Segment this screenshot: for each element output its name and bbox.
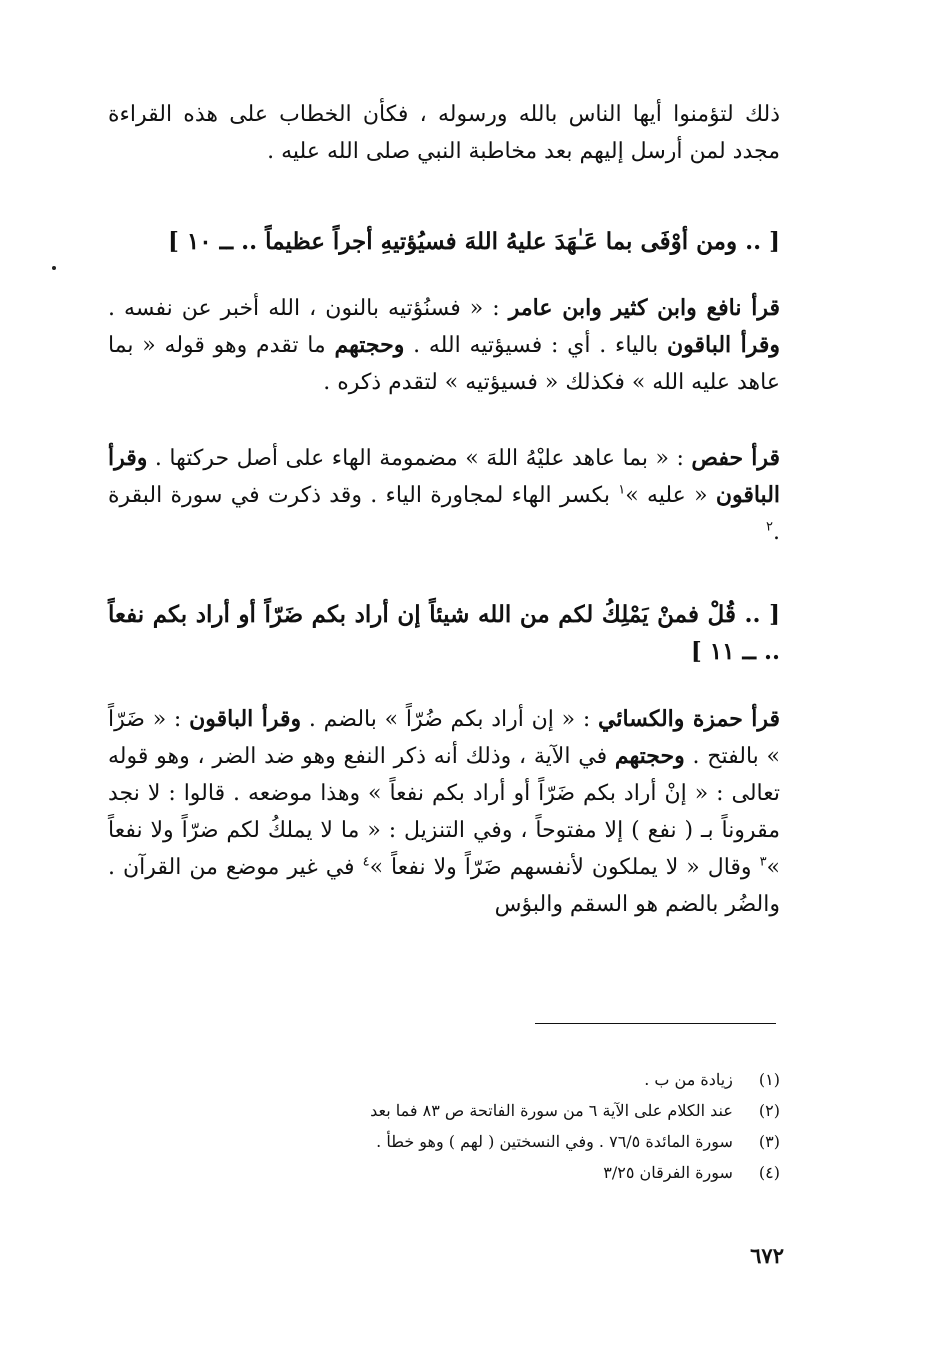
footnote-item — [250, 1126, 780, 1157]
footnote-divider — [535, 1023, 776, 1024]
reading-text: ما تقدم وهو قوله « بما عاهد عليه الله » فكذلك « فسيؤتيه » لتقدم ذكره . — [108, 333, 780, 395]
paragraph-reading-11 — [108, 701, 780, 923]
intro-text: ذلك لتؤمنوا أيها الناس بالله ورسوله ، فكأن الخطاب على هذه القراءة مجدد لمن أرسل إليهم بعد مخاطبة النبي صلى الله عليه . — [108, 102, 780, 164]
reading-text: وقال « لا يملكون لأنفسهم ضَرّاً ولا نفعاً » — [369, 855, 752, 880]
verse-10 — [108, 223, 780, 260]
reading-text: في غير موضع من القرآن . والضُر بالضم هو السقم والبؤس — [108, 855, 780, 917]
footnote-item — [250, 1064, 780, 1095]
reading-text: بكسر الهاء لمجاورة الياء . وقد ذكرت في سورة البقرة . — [108, 483, 780, 545]
verse-11 — [108, 596, 780, 670]
others-label: وقرأ الباقون — [666, 332, 780, 358]
footnote-ref[interactable]: ٤ — [362, 854, 370, 870]
footnote-number: (٣) — [758, 1132, 780, 1151]
paragraph-intro — [108, 96, 780, 170]
paragraph-hafs — [108, 440, 780, 551]
readers-label: قرأ نافع وابن كثير وابن عامر — [508, 295, 780, 321]
footnote-text: عند الكلام على الآية ٦ من سورة الفاتحة ص ٨٣ فما بعد — [370, 1101, 733, 1120]
reading-text: : « فسنُؤتيه بالنون ، الله أخبر عن نفسه . — [108, 296, 500, 321]
verse-11-text: [ .. قُلْ فمنْ يَمْلِكُ لكم من الله شيئاً إن أراد بكم ضَرّاً أو أراد بكم نفعاً .. ــ ١١ ] — [108, 601, 780, 665]
footnote-text: زيادة من ب . — [644, 1070, 733, 1089]
reading-text: « عليه » — [625, 483, 708, 508]
footnote-number: (٢) — [758, 1101, 780, 1120]
footnote-ref[interactable]: ٣ — [759, 854, 767, 870]
argument-label: وحجتهم — [614, 743, 685, 769]
readers-label: قرأ حمزة والكسائي — [598, 706, 781, 732]
footnote-number: (٤) — [758, 1163, 780, 1182]
reading-text: في الآية ، وذلك أنه ذكر النفع وهو ضد الضر ، وهو قوله تعالى : « إنْ أراد بكم ضَرّاً أو أراد بكم نفعاً » وهذا موضعه . قالوا : لا نجد مقروناً بـ ( نفع ) إلا مفتوحاً ، وفي التنزيل : « ما لا يملكُ لكم ضرّاً ولا نفعاً » — [108, 744, 781, 880]
footnote-ref[interactable]: ١ — [618, 482, 626, 498]
verse-10-text: [ .. ومن أوْفَى بما عَـٰهَدَ عليهُ اللهَ فسيُؤتيهِ أجراً عظيماً .. ــ ١٠ ] — [167, 228, 780, 255]
others-label: وقرأ الباقون — [108, 445, 781, 508]
stray-ink-dot — [52, 266, 56, 270]
footnote-ref[interactable]: ٢ — [766, 519, 773, 535]
footnote-text: سورة الفرقان ٣/٢٥ — [603, 1163, 733, 1182]
footnotes — [250, 1064, 780, 1188]
reading-text: : « ضَرّاً » بالفتح . — [108, 707, 781, 769]
footnote-number: (١) — [758, 1070, 780, 1089]
reading-text: : « بما عاهد عليْهُ اللهَ » مضمومة الهاء على أصل حركتها . — [154, 446, 684, 471]
paragraph-reading-10 — [108, 290, 780, 401]
argument-label: وحجتهم — [334, 332, 405, 358]
readers-label: قرأ حفص — [691, 445, 780, 471]
page-number: ٦٧٢ — [750, 1243, 784, 1268]
footnote-text: سورة المائدة ٧٦/٥ . وفي النسختين ( لهم ) وهو خطأ . — [376, 1132, 733, 1151]
footnote-item — [250, 1157, 780, 1188]
footnote-item — [250, 1095, 780, 1126]
reading-text: بالياء . أي : فسيؤتيه الله . — [413, 333, 659, 358]
reading-text: : « إن أراد بكم ضُرّاً » بالضم . — [308, 707, 591, 732]
others-label: وقرأ الباقون — [189, 706, 302, 732]
